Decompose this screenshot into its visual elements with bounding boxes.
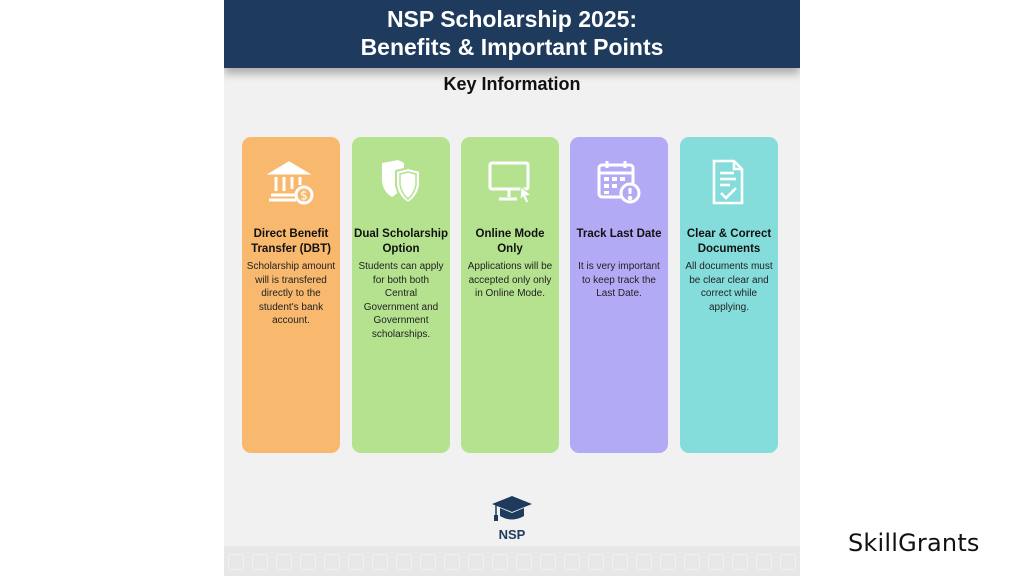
card-description: Scholarship amount will is transfered directly to the student's bank account. xyxy=(246,261,336,327)
logo-text: NSP xyxy=(498,527,526,542)
card-description: Students can apply for both both Central Government and Government scholarships. xyxy=(358,261,444,340)
shield-icon xyxy=(352,157,450,207)
nsp-logo xyxy=(486,494,538,542)
card-title: Track Last Date xyxy=(576,228,662,240)
infographic-poster xyxy=(224,0,800,576)
decorative-icon-strip xyxy=(224,546,800,576)
card-description: It is very important to keep track the Last Date. xyxy=(578,261,660,300)
watermark-brand: SkillGrants xyxy=(848,529,980,557)
info-card-dbt xyxy=(242,137,340,453)
title-banner xyxy=(224,0,800,68)
card-title: Dual Scholarship Option xyxy=(354,228,448,255)
card-description: Applications will be accepted only only in Online Mode. xyxy=(467,261,553,300)
title-line-1: NSP Scholarship 2025: xyxy=(386,6,638,32)
card-title: Online Mode Only xyxy=(475,228,545,255)
bank-icon xyxy=(242,157,340,207)
info-card-documents xyxy=(680,137,778,453)
info-card-online-mode xyxy=(461,137,559,453)
monitor-icon xyxy=(461,157,559,207)
document-check-icon xyxy=(680,157,778,207)
svg-text:$: $ xyxy=(300,188,308,203)
section-subtitle: Key Information xyxy=(443,74,581,94)
title-line-2: Benefits & Important Points xyxy=(360,34,664,60)
info-card-dual-scholarship xyxy=(352,137,450,453)
calendar-alert-icon xyxy=(570,157,668,207)
card-title: Direct Benefit Transfer (DBT) xyxy=(251,228,331,255)
card-title: Clear & Correct Documents xyxy=(686,228,772,255)
card-description: All documents must be clear clear and correct while applying. xyxy=(685,261,773,313)
info-card-last-date xyxy=(570,137,668,453)
graduation-cap-icon xyxy=(490,494,534,524)
